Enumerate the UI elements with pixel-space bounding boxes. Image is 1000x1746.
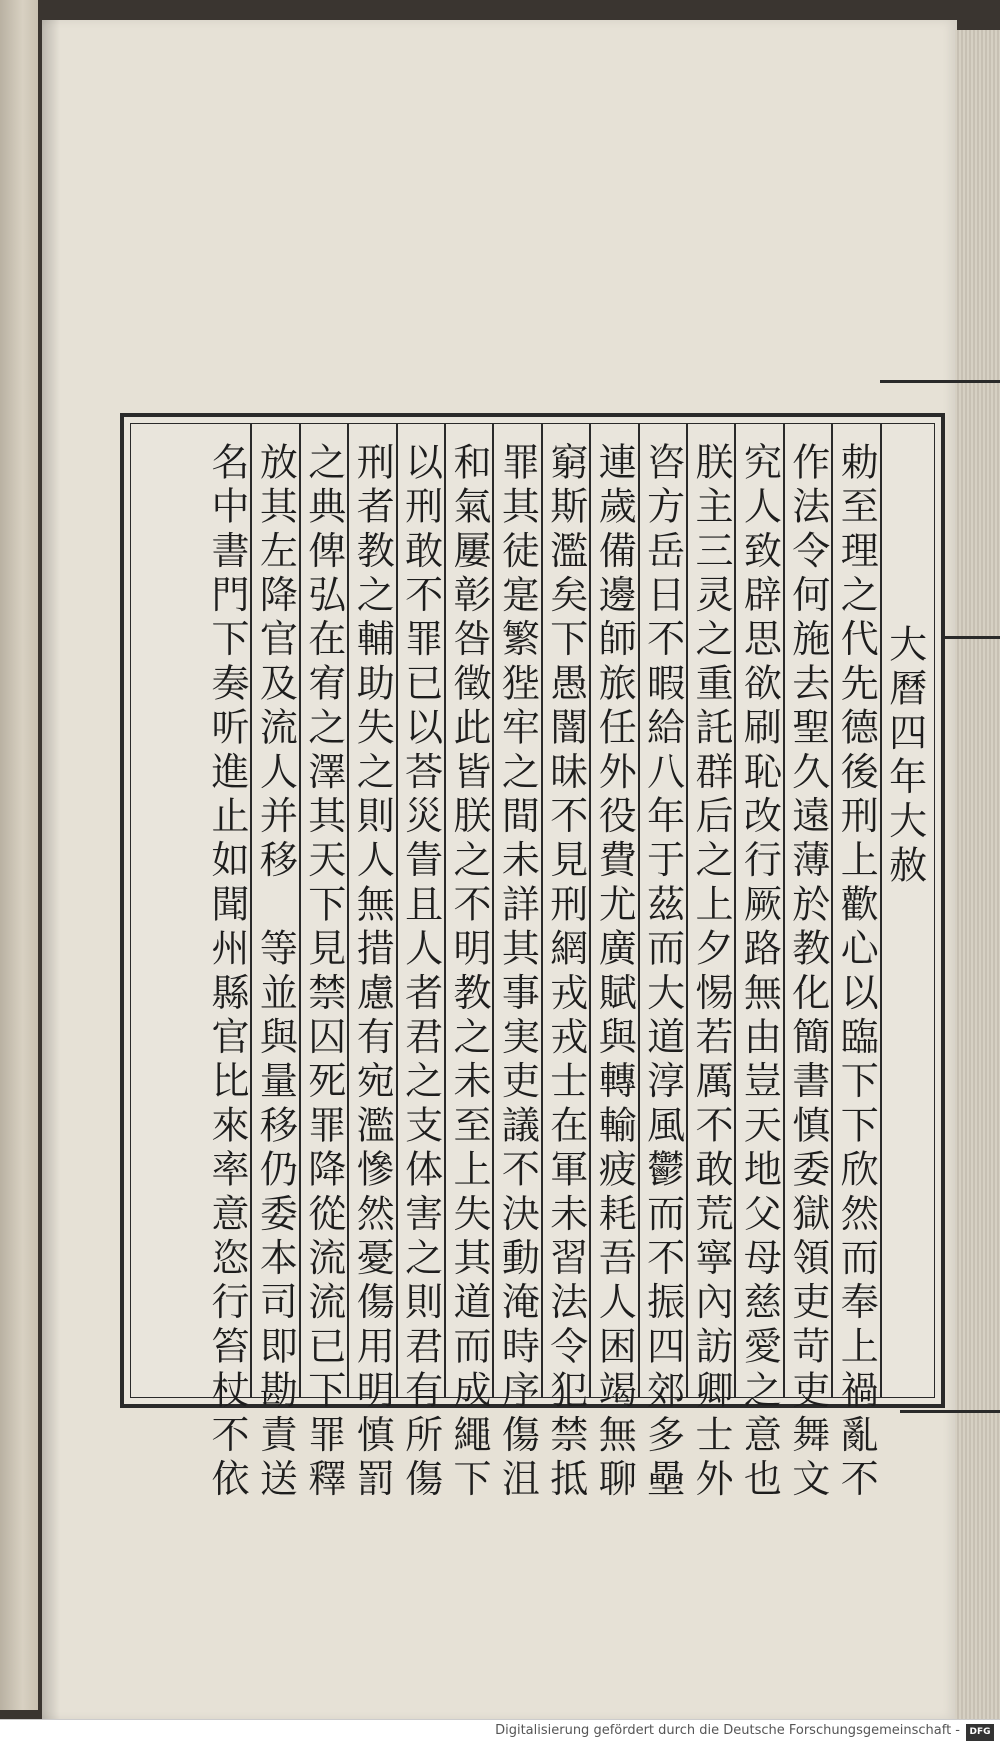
text-column: 勅至理之代先德後刑上歡心以臨下下欣然而奉上禍亂不: [834, 442, 879, 1503]
column-rule: [880, 424, 882, 1397]
column-rule: [347, 424, 349, 1397]
binding-thread: [880, 380, 1000, 383]
column-rule: [589, 424, 591, 1397]
page-edges: [955, 30, 1000, 1720]
text-column: 罪其徒寔繁狴牢之間未詳其事実吏議不決動淹時序傷沮: [495, 442, 540, 1503]
text-column: 作法令何施去聖久遠薄於教化簡書慎委獄領吏苛吏舞文: [785, 442, 830, 1503]
heading: 大曆四年大赦: [882, 624, 927, 890]
column-rule: [250, 424, 252, 1397]
text-frame-inner-border: [130, 423, 935, 1503]
text-column: 放其左降官及流人并移 等並與量移仍委本司即勘責送: [253, 442, 298, 1503]
column-rule: [299, 424, 301, 1397]
text-column: 刑者教之輔助失之則人無措慮有宛濫慘然憂傷用明慎罰: [350, 442, 395, 1503]
text-column: 以刑敢不罪已以荅災眚且人者君之支体害之則君有所傷: [398, 442, 443, 1503]
text-column: 和氣屢彰咎徵此皆朕之不明教之未至上失其道而成繩下: [447, 442, 491, 1503]
binding-thread: [940, 636, 1000, 639]
column-rule: [444, 424, 446, 1397]
page-gutter-shadow: [42, 20, 60, 1720]
text-column: 朕主三灵之重託群后之上夕惕若厲不敢荒寧內訪卿士外: [689, 442, 733, 1503]
text-column: 名中書門下奏听進止如聞州縣官比來率意恣行笞杖不依: [205, 442, 249, 1503]
text-column: 咨方岳日不暇給八年于茲而大道淳風鬱而不振四郊多壘: [640, 442, 685, 1503]
column-rule: [396, 424, 398, 1397]
column-rule: [686, 424, 688, 1397]
footer-credit: Digitalisierung gefördert durch die Deutsche Forschungsgemeinschaft -: [495, 1723, 960, 1738]
text-frame: [120, 413, 945, 1503]
text-column: 之典俾弘在宥之澤其天下見禁囚死罪降從流流已下罪釋: [301, 442, 346, 1503]
column-rule: [831, 424, 833, 1397]
column-rule: [734, 424, 736, 1397]
column-rule: [783, 424, 785, 1397]
column-rule: [638, 424, 640, 1397]
text-column: 連歲備邊師旅任外役費尤廣賦與轉輸疲耗吾人困竭無聊: [592, 442, 637, 1503]
binding-thread: [900, 1410, 1000, 1413]
footer-bar: [0, 1719, 1000, 1746]
column-rule: [492, 424, 494, 1397]
text-column: 究人致辟思欲刷恥改行厥路無由豈天地父母慈愛之意也: [737, 442, 782, 1503]
dfg-logo-icon: DFG: [966, 1724, 994, 1741]
column-rule: [541, 424, 543, 1397]
left-page-edge: [0, 0, 38, 1710]
text-column: 窮斯濫矣下愚闇昧不見刑網戎戎士在軍未習法令犯禁抵: [543, 442, 588, 1503]
